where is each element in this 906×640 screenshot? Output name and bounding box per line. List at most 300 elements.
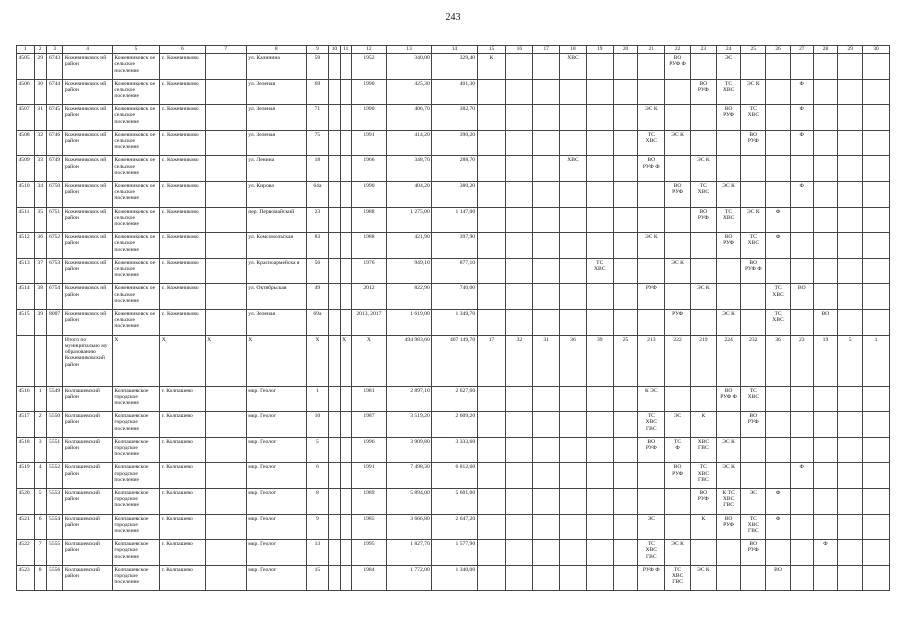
table-cell: 29	[34, 54, 46, 80]
table-cell: 6744	[46, 79, 62, 105]
table-cell	[205, 412, 246, 438]
table-cell: К	[690, 514, 716, 540]
table-cell	[790, 258, 813, 284]
table-cell: 1988	[351, 233, 386, 259]
table-cell: г. Колпашево	[160, 565, 205, 591]
table-cell: X	[160, 335, 205, 386]
table-cell	[665, 386, 691, 412]
table-cell: Кожевниковск ий район	[63, 54, 112, 80]
table-cell: X	[112, 335, 159, 386]
table-cell	[340, 258, 351, 284]
table-cell: 1995	[351, 540, 386, 566]
table-cell: ТС ХВС	[741, 386, 766, 412]
table-cell	[340, 488, 351, 514]
table-cell	[477, 233, 506, 259]
table-cell	[329, 386, 340, 412]
column-number-header: 29	[838, 46, 863, 54]
table-cell: ул. Ленина	[246, 156, 306, 182]
table-cell: 69	[306, 79, 329, 105]
table-cell	[533, 284, 560, 310]
table-cell: ХВС ГВС	[690, 437, 716, 463]
table-cell	[766, 130, 791, 156]
table-cell: 1991	[351, 130, 386, 156]
table-cell: Кожевниковск ое сельское поселение	[112, 207, 159, 233]
table-cell	[690, 130, 716, 156]
table-cell	[613, 540, 638, 566]
table-cell: ЭС К	[665, 540, 691, 566]
table-cell	[863, 258, 890, 284]
column-number-header: 21	[638, 46, 665, 54]
table-cell	[665, 488, 691, 514]
table-cell: ЭС	[665, 412, 691, 438]
column-number-header: 13	[386, 46, 431, 54]
table-cell: 4516	[17, 386, 35, 412]
table-cell	[613, 463, 638, 489]
table-cell	[813, 156, 838, 182]
table-cell: 219	[690, 335, 716, 386]
column-number-header: 18	[560, 46, 587, 54]
table-cell: 3 666,80	[386, 514, 431, 540]
table-cell: 5551	[46, 437, 62, 463]
table-cell	[790, 54, 813, 80]
table-cell	[838, 54, 863, 80]
table-cell: 9	[306, 514, 329, 540]
table-cell: мкр. Геолог	[246, 437, 306, 463]
table-cell: Кожевниковск ое сельское поселение	[112, 105, 159, 131]
table-cell	[838, 540, 863, 566]
table-cell: 407 149,70	[432, 335, 477, 386]
column-number-header: 11	[340, 46, 351, 54]
table-cell: ВО РУФ	[716, 514, 741, 540]
table-cell: 4512	[17, 233, 35, 259]
table-cell: с. Кожевниково	[160, 181, 205, 207]
table-cell	[766, 437, 791, 463]
table-cell: Ф	[790, 181, 813, 207]
table-cell: 23	[306, 207, 329, 233]
table-cell	[741, 54, 766, 80]
table-cell: ВО РУФ	[716, 233, 741, 259]
table-cell	[638, 207, 665, 233]
table-cell	[506, 54, 533, 80]
table-cell: Колпашевский район	[63, 514, 112, 540]
table-cell	[477, 156, 506, 182]
table-cell: Колпашевское городское поселение	[112, 565, 159, 591]
table-cell	[790, 540, 813, 566]
table-cell	[205, 258, 246, 284]
table-cell	[205, 130, 246, 156]
table-cell: 13	[306, 540, 329, 566]
table-cell: 5556	[46, 565, 62, 591]
table-cell	[665, 207, 691, 233]
table-cell	[665, 514, 691, 540]
table-cell	[560, 181, 587, 207]
table-cell: ТС ХВС	[690, 181, 716, 207]
table-cell	[205, 105, 246, 131]
table-cell: 6743	[46, 54, 62, 80]
table-cell: ЭС К	[690, 284, 716, 310]
table-cell	[613, 437, 638, 463]
table-cell	[560, 540, 587, 566]
table-cell	[477, 463, 506, 489]
table-cell	[790, 386, 813, 412]
table-cell: 32	[34, 130, 46, 156]
table-cell: г. Колпашево	[160, 540, 205, 566]
table-cell	[205, 386, 246, 412]
table-cell: ЭС К	[741, 79, 766, 105]
table-cell: 340,00	[386, 54, 431, 80]
table-cell: 1	[863, 335, 890, 386]
table-cell	[329, 258, 340, 284]
table-cell	[790, 514, 813, 540]
table-cell: 5553	[46, 488, 62, 514]
table-cell	[533, 54, 560, 80]
table-cell	[560, 309, 587, 335]
column-number-header: 26	[766, 46, 791, 54]
table-cell: ВО РУФ	[741, 130, 766, 156]
table-cell	[665, 284, 691, 310]
table-cell	[340, 386, 351, 412]
table-cell	[613, 130, 638, 156]
table-cell: Ф	[790, 463, 813, 489]
table-cell: г. Колпашево	[160, 386, 205, 412]
table-cell	[477, 565, 506, 591]
table-cell: ЭС	[716, 54, 741, 80]
table-cell: 2 609,20	[432, 412, 477, 438]
table-cell	[586, 488, 613, 514]
table-cell: ВО РУФ Ф	[741, 258, 766, 284]
table-cell	[813, 488, 838, 514]
table-cell	[838, 258, 863, 284]
table-cell	[205, 463, 246, 489]
table-cell: Кожевниковск ий район	[63, 233, 112, 259]
table-cell	[838, 207, 863, 233]
table-cell	[17, 335, 35, 386]
table-cell	[340, 463, 351, 489]
table-cell	[863, 412, 890, 438]
table-cell: 1996	[351, 437, 386, 463]
table-cell	[329, 412, 340, 438]
table-cell: г. Колпашево	[160, 514, 205, 540]
table-row	[17, 181, 890, 207]
table-cell	[741, 437, 766, 463]
table-cell: Колпашевский район	[63, 565, 112, 591]
table-cell	[533, 514, 560, 540]
table-cell	[586, 386, 613, 412]
table-cell: ЭС К	[716, 463, 741, 489]
table-cell: 494 983,60	[386, 335, 431, 386]
table-row	[17, 284, 890, 310]
table-cell	[205, 284, 246, 310]
table-cell: 6746	[46, 130, 62, 156]
table-cell	[506, 79, 533, 105]
table-cell	[813, 181, 838, 207]
table-cell: 7	[34, 540, 46, 566]
table-row	[17, 540, 890, 566]
table-cell: ЭС	[741, 488, 766, 514]
table-cell: 6	[306, 463, 329, 489]
table-cell	[613, 79, 638, 105]
table-cell: Кожевниковск ое сельское поселение	[112, 156, 159, 182]
table-cell	[638, 54, 665, 80]
table-cell	[613, 207, 638, 233]
table-cell: 406,70	[386, 105, 431, 131]
table-cell	[477, 207, 506, 233]
table-cell: пер. Первомайский	[246, 207, 306, 233]
table-cell	[340, 437, 351, 463]
table-cell	[838, 488, 863, 514]
table-cell: г. Колпашево	[160, 412, 205, 438]
table-cell	[205, 79, 246, 105]
column-number-header: 6	[160, 46, 205, 54]
table-cell	[340, 79, 351, 105]
table-cell	[790, 437, 813, 463]
table-cell: мкр. Геолог	[246, 565, 306, 591]
table-cell	[586, 284, 613, 310]
table-cell	[665, 233, 691, 259]
table-cell: 1990	[351, 105, 386, 131]
table-cell	[533, 156, 560, 182]
column-number-header: 17	[533, 46, 560, 54]
table-cell	[205, 207, 246, 233]
table-cell	[329, 105, 340, 131]
table-cell	[838, 284, 863, 310]
table-cell: ТС ХВС	[716, 207, 741, 233]
table-cell	[838, 156, 863, 182]
table-cell	[863, 156, 890, 182]
table-cell: ул. Зеленая	[246, 309, 306, 335]
table-cell	[329, 181, 340, 207]
table-cell: Кожевниковск ий район	[63, 258, 112, 284]
table-cell	[716, 258, 741, 284]
table-cell	[506, 540, 533, 566]
table-cell: 83	[306, 233, 329, 259]
table-cell	[340, 309, 351, 335]
table-cell: 2 897,10	[386, 386, 431, 412]
table-cell: 1 772,00	[386, 565, 431, 591]
table-cell: X	[351, 335, 386, 386]
table-cell: г. Колпашево	[160, 488, 205, 514]
table-cell	[506, 488, 533, 514]
table-cell: ВО	[790, 284, 813, 310]
table-cell	[665, 105, 691, 131]
table-cell: 3 909,80	[386, 437, 431, 463]
table-cell	[863, 54, 890, 80]
table-cell	[340, 181, 351, 207]
table-cell: с. Кожевниково	[160, 54, 205, 80]
table-cell: 2	[34, 412, 46, 438]
table-cell: ул. Красноармейска я	[246, 258, 306, 284]
table-cell	[613, 488, 638, 514]
table-cell	[766, 105, 791, 131]
table-cell: Ф	[790, 105, 813, 131]
table-row	[17, 463, 890, 489]
table-cell: X	[306, 335, 329, 386]
table-cell: 38	[34, 284, 46, 310]
column-number-header: 28	[813, 46, 838, 54]
table-cell: 37	[34, 258, 46, 284]
table-cell: Кожевниковск ий район	[63, 130, 112, 156]
table-cell: мкр. Геолог	[246, 514, 306, 540]
table-cell: 25	[613, 335, 638, 386]
table-cell: ВО РУФ	[716, 105, 741, 131]
table-cell	[533, 386, 560, 412]
table-cell	[613, 181, 638, 207]
table-cell: X	[246, 335, 306, 386]
table-cell: 4514	[17, 284, 35, 310]
table-cell: 1	[34, 386, 46, 412]
table-cell: ВО РУФ	[638, 437, 665, 463]
column-number-header: 1	[17, 46, 35, 54]
housing-registry-table	[16, 45, 890, 591]
table-cell: 5552	[46, 463, 62, 489]
table-cell	[586, 412, 613, 438]
table-cell: мкр. Геолог	[246, 386, 306, 412]
table-cell	[766, 79, 791, 105]
table-cell: 1990	[351, 79, 386, 105]
table-cell	[838, 514, 863, 540]
column-number-header: 20	[613, 46, 638, 54]
table-cell: Колпашевский район	[63, 488, 112, 514]
table-cell	[766, 540, 791, 566]
table-cell	[863, 540, 890, 566]
table-cell	[766, 54, 791, 80]
table-cell: с. Кожевниково	[160, 258, 205, 284]
table-cell	[613, 105, 638, 131]
table-cell	[838, 233, 863, 259]
table-cell: 414,20	[386, 130, 431, 156]
table-cell: 36	[766, 335, 791, 386]
table-cell	[766, 463, 791, 489]
table-cell	[613, 258, 638, 284]
table-cell: с. Кожевниково	[160, 284, 205, 310]
table-cell: 71	[306, 105, 329, 131]
table-cell	[340, 540, 351, 566]
table-cell: 2 627,60	[432, 386, 477, 412]
table-cell: Кожевниковск ое сельское поселение	[112, 181, 159, 207]
table-cell: 8	[34, 565, 46, 591]
table-cell: 222	[665, 335, 691, 386]
table-cell: Кожевниковск ий район	[63, 156, 112, 182]
table-cell	[560, 105, 587, 131]
table-cell	[506, 386, 533, 412]
table-cell	[533, 565, 560, 591]
table-cell: 4513	[17, 258, 35, 284]
table-cell: 401,30	[432, 79, 477, 105]
table-row	[17, 156, 890, 182]
table-cell	[690, 105, 716, 131]
table-cell	[560, 284, 587, 310]
table-cell	[690, 258, 716, 284]
table-cell	[477, 284, 506, 310]
table-cell: ТС ХВС	[766, 284, 791, 310]
table-cell	[477, 130, 506, 156]
table-cell: 31	[533, 335, 560, 386]
table-cell: X	[340, 335, 351, 386]
table-cell	[741, 181, 766, 207]
table-cell: 4508	[17, 130, 35, 156]
table-cell: 1 349,70	[432, 309, 477, 335]
column-number-header: 9	[306, 46, 329, 54]
table-cell: 1 577,90	[432, 540, 477, 566]
table-cell	[838, 130, 863, 156]
table-cell: 1987	[351, 412, 386, 438]
table-cell: ВО РУФ	[690, 79, 716, 105]
table-cell	[34, 335, 46, 386]
table-cell	[690, 233, 716, 259]
table-cell: 4515	[17, 309, 35, 335]
table-cell	[638, 463, 665, 489]
table-cell	[863, 488, 890, 514]
table-cell	[477, 309, 506, 335]
table-cell: 822,90	[386, 284, 431, 310]
table-cell: 30	[34, 79, 46, 105]
table-cell: ХВС	[560, 54, 587, 80]
table-cell	[329, 284, 340, 310]
table-cell: Кожевниковск ий район	[63, 79, 112, 105]
table-cell: ВО РУФ	[665, 463, 691, 489]
table-cell: 1976	[351, 258, 386, 284]
table-cell: К	[690, 412, 716, 438]
table-cell	[506, 463, 533, 489]
table-cell	[205, 514, 246, 540]
table-cell	[741, 309, 766, 335]
table-cell: 6745	[46, 105, 62, 131]
table-cell	[813, 284, 838, 310]
table-cell	[533, 488, 560, 514]
table-cell: Кожевниковск ий район	[63, 181, 112, 207]
table-cell: 5549	[46, 386, 62, 412]
table-cell: Итого по муниципально му образованию Кожевниковский район	[63, 335, 112, 386]
table-cell: 6 812,60	[432, 463, 477, 489]
table-cell: ЭС К	[638, 233, 665, 259]
table-cell: мкр. Геолог	[246, 463, 306, 489]
table-cell	[586, 463, 613, 489]
table-cell	[477, 514, 506, 540]
table-cell: Колпашевское городское поселение	[112, 386, 159, 412]
table-cell	[533, 233, 560, 259]
table-cell	[329, 54, 340, 80]
table-cell: ВО РУФ	[690, 488, 716, 514]
table-cell	[690, 54, 716, 80]
table-cell: Кожевниковск ое сельское поселение	[112, 54, 159, 80]
table-cell: 4521	[17, 514, 35, 540]
table-cell: 404,20	[386, 181, 431, 207]
table-cell	[586, 79, 613, 105]
table-cell	[205, 309, 246, 335]
column-number-header: 3	[46, 46, 62, 54]
table-row	[17, 130, 890, 156]
table-cell: Колпашевское городское поселение	[112, 488, 159, 514]
table-cell	[716, 540, 741, 566]
table-cell: 5	[306, 437, 329, 463]
table-cell: ул. Зеленая	[246, 130, 306, 156]
table-cell: с. Кожевниково	[160, 309, 205, 335]
table-cell: ВО РУФ	[690, 207, 716, 233]
table-row	[17, 309, 890, 335]
table-cell: РУФ	[638, 284, 665, 310]
column-number-header: 4	[63, 46, 112, 54]
table-cell	[813, 258, 838, 284]
column-number-header: 7	[205, 46, 246, 54]
table-cell	[586, 207, 613, 233]
table-cell	[477, 181, 506, 207]
table-cell	[741, 284, 766, 310]
table-cell	[766, 386, 791, 412]
table-cell: 1966	[351, 156, 386, 182]
table-cell	[790, 233, 813, 259]
table-cell	[716, 284, 741, 310]
table-cell	[477, 437, 506, 463]
